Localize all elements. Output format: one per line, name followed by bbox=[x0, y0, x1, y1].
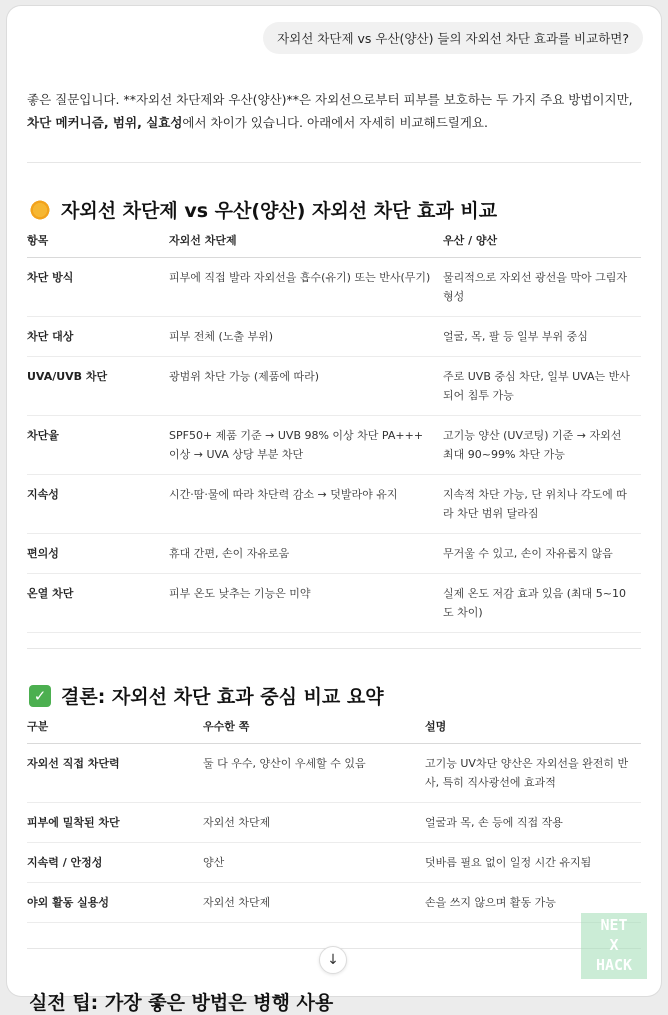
table-row bbox=[27, 356, 641, 415]
table-row bbox=[27, 316, 641, 356]
row-category: 자외선 직접 차단력 bbox=[27, 743, 203, 802]
row-sunscreen: 피부에 직접 발라 자외선을 흡수(유기) 또는 반사(무기) bbox=[169, 257, 443, 316]
table-header-item: 항목 bbox=[27, 232, 169, 257]
table-row bbox=[27, 573, 641, 632]
intro-text-1: 좋은 질문입니다. **자외선 차단제와 우산(양산)**은 자외선으로부터 피부를 보호하는 두 가지 주요 방법이지만, bbox=[27, 92, 633, 107]
row-category: 야외 활동 실용성 bbox=[27, 882, 203, 922]
row-umbrella: 지속적 차단 가능, 단 위치나 각도에 따라 차단 범위 달라짐 bbox=[443, 474, 641, 533]
row-description: 덧바름 필요 없이 일정 시간 유지됨 bbox=[425, 842, 641, 882]
intro-text-2: 에서 차이가 있습니다. 아래에서 자세히 비교해드릴게요. bbox=[182, 115, 488, 130]
intro-bold-range: 범위 bbox=[112, 115, 138, 130]
comparison-table bbox=[27, 232, 641, 633]
table-header-better: 우수한 쪽 bbox=[203, 718, 425, 743]
row-description: 고기능 UV차단 양산은 자외선을 완전히 반사, 특히 직사광선에 효과적 bbox=[425, 743, 641, 802]
table-row bbox=[27, 882, 641, 922]
summary-table bbox=[27, 718, 641, 923]
row-item: 차단 대상 bbox=[27, 316, 169, 356]
check-icon: ✓ bbox=[29, 685, 51, 707]
row-umbrella: 실제 온도 저감 효과 있음 (최대 5~10도 차이) bbox=[443, 573, 641, 632]
row-item: 차단율 bbox=[27, 415, 169, 474]
table-row bbox=[27, 415, 641, 474]
watermark-line: HACK bbox=[595, 956, 633, 974]
row-item: 지속성 bbox=[27, 474, 169, 533]
row-description: 얼굴과 목, 손 등에 직접 작용 bbox=[425, 802, 641, 842]
row-item: 온열 차단 bbox=[27, 573, 169, 632]
row-sunscreen: 피부 전체 (노출 부위) bbox=[169, 316, 443, 356]
row-description: 손을 쓰지 않으며 활동 가능 bbox=[425, 882, 641, 922]
row-better: 양산 bbox=[203, 842, 425, 882]
row-umbrella: 얼굴, 목, 팔 등 일부 부위 중심 bbox=[443, 316, 641, 356]
watermark-line: NET bbox=[600, 916, 628, 934]
row-umbrella: 무거울 수 있고, 손이 자유롭지 않음 bbox=[443, 533, 641, 573]
arrow-down-icon: ↓ bbox=[327, 952, 339, 968]
row-item: 편의성 bbox=[27, 533, 169, 573]
section2-title: 결론: 자외선 차단 효과 중심 비교 요약 bbox=[61, 686, 384, 708]
scroll-down-button[interactable] bbox=[319, 946, 347, 974]
row-item: 차단 방식 bbox=[27, 257, 169, 316]
user-message-bubble bbox=[263, 22, 643, 54]
section1-title: 자외선 차단제 vs 우산(양산) 자외선 차단 효과 비교 bbox=[61, 200, 498, 222]
row-category: 피부에 밀착된 차단 bbox=[27, 802, 203, 842]
divider bbox=[27, 648, 641, 649]
row-sunscreen: 휴대 간편, 손이 자유로움 bbox=[169, 533, 443, 573]
row-item: UVA/UVB 차단 bbox=[27, 356, 169, 415]
intro-sep-1: , bbox=[103, 115, 113, 130]
row-sunscreen: 광범위 차단 가능 (제품에 따라) bbox=[169, 356, 443, 415]
chat-window bbox=[7, 6, 661, 1014]
table-header-category: 구분 bbox=[27, 718, 203, 743]
user-message-text: 자외선 차단제 vs 우산(양산) 들의 자외선 차단 효과를 비교하면? bbox=[277, 31, 629, 46]
section1-heading bbox=[29, 196, 497, 223]
watermark-logo bbox=[581, 913, 647, 979]
row-sunscreen: 피부 온도 낮추는 기능은 미약 bbox=[169, 573, 443, 632]
row-umbrella: 주로 UVB 중심 차단, 일부 UVA는 반사되어 침투 가능 bbox=[443, 356, 641, 415]
row-category: 지속력 / 안정성 bbox=[27, 842, 203, 882]
section2-heading bbox=[29, 682, 384, 709]
table-row bbox=[27, 743, 641, 802]
row-better: 자외선 차단제 bbox=[203, 802, 425, 842]
row-better: 둘 다 우수, 양산이 우세할 수 있음 bbox=[203, 743, 425, 802]
row-sunscreen: SPF50+ 제품 기준 → UVB 98% 이상 차단 PA+++ 이상 → UVA 상당 부분 차단 bbox=[169, 415, 443, 474]
table-row bbox=[27, 533, 641, 573]
row-better: 자외선 차단제 bbox=[203, 882, 425, 922]
table-row bbox=[27, 257, 641, 316]
table-header-umbrella: 우산 / 양산 bbox=[443, 232, 641, 257]
sun-icon bbox=[29, 199, 51, 221]
table-header-sunscreen: 자외선 차단제 bbox=[169, 232, 443, 257]
row-umbrella: 물리적으로 자외선 광선을 막아 그림자 형성 bbox=[443, 257, 641, 316]
watermark-line: X bbox=[609, 936, 619, 954]
table-row bbox=[27, 842, 641, 882]
table-row bbox=[27, 474, 641, 533]
table-header-description: 설명 bbox=[425, 718, 641, 743]
row-sunscreen: 시간·땀·물에 따라 차단력 감소 → 덧발라야 유지 bbox=[169, 474, 443, 533]
divider bbox=[27, 162, 641, 163]
intro-bold-effectiveness: 실효성 bbox=[146, 115, 183, 130]
section3-heading: 실전 팁: 가장 좋은 방법은 병행 사용 bbox=[29, 992, 334, 1014]
assistant-intro bbox=[27, 88, 647, 134]
intro-bold-mechanism: 차단 메커니즘 bbox=[27, 115, 104, 130]
intro-sep-2: , bbox=[137, 115, 147, 130]
row-umbrella: 고기능 양산 (UV코팅) 기준 → 자외선 최대 90~99% 차단 가능 bbox=[443, 415, 641, 474]
table-row bbox=[27, 802, 641, 842]
